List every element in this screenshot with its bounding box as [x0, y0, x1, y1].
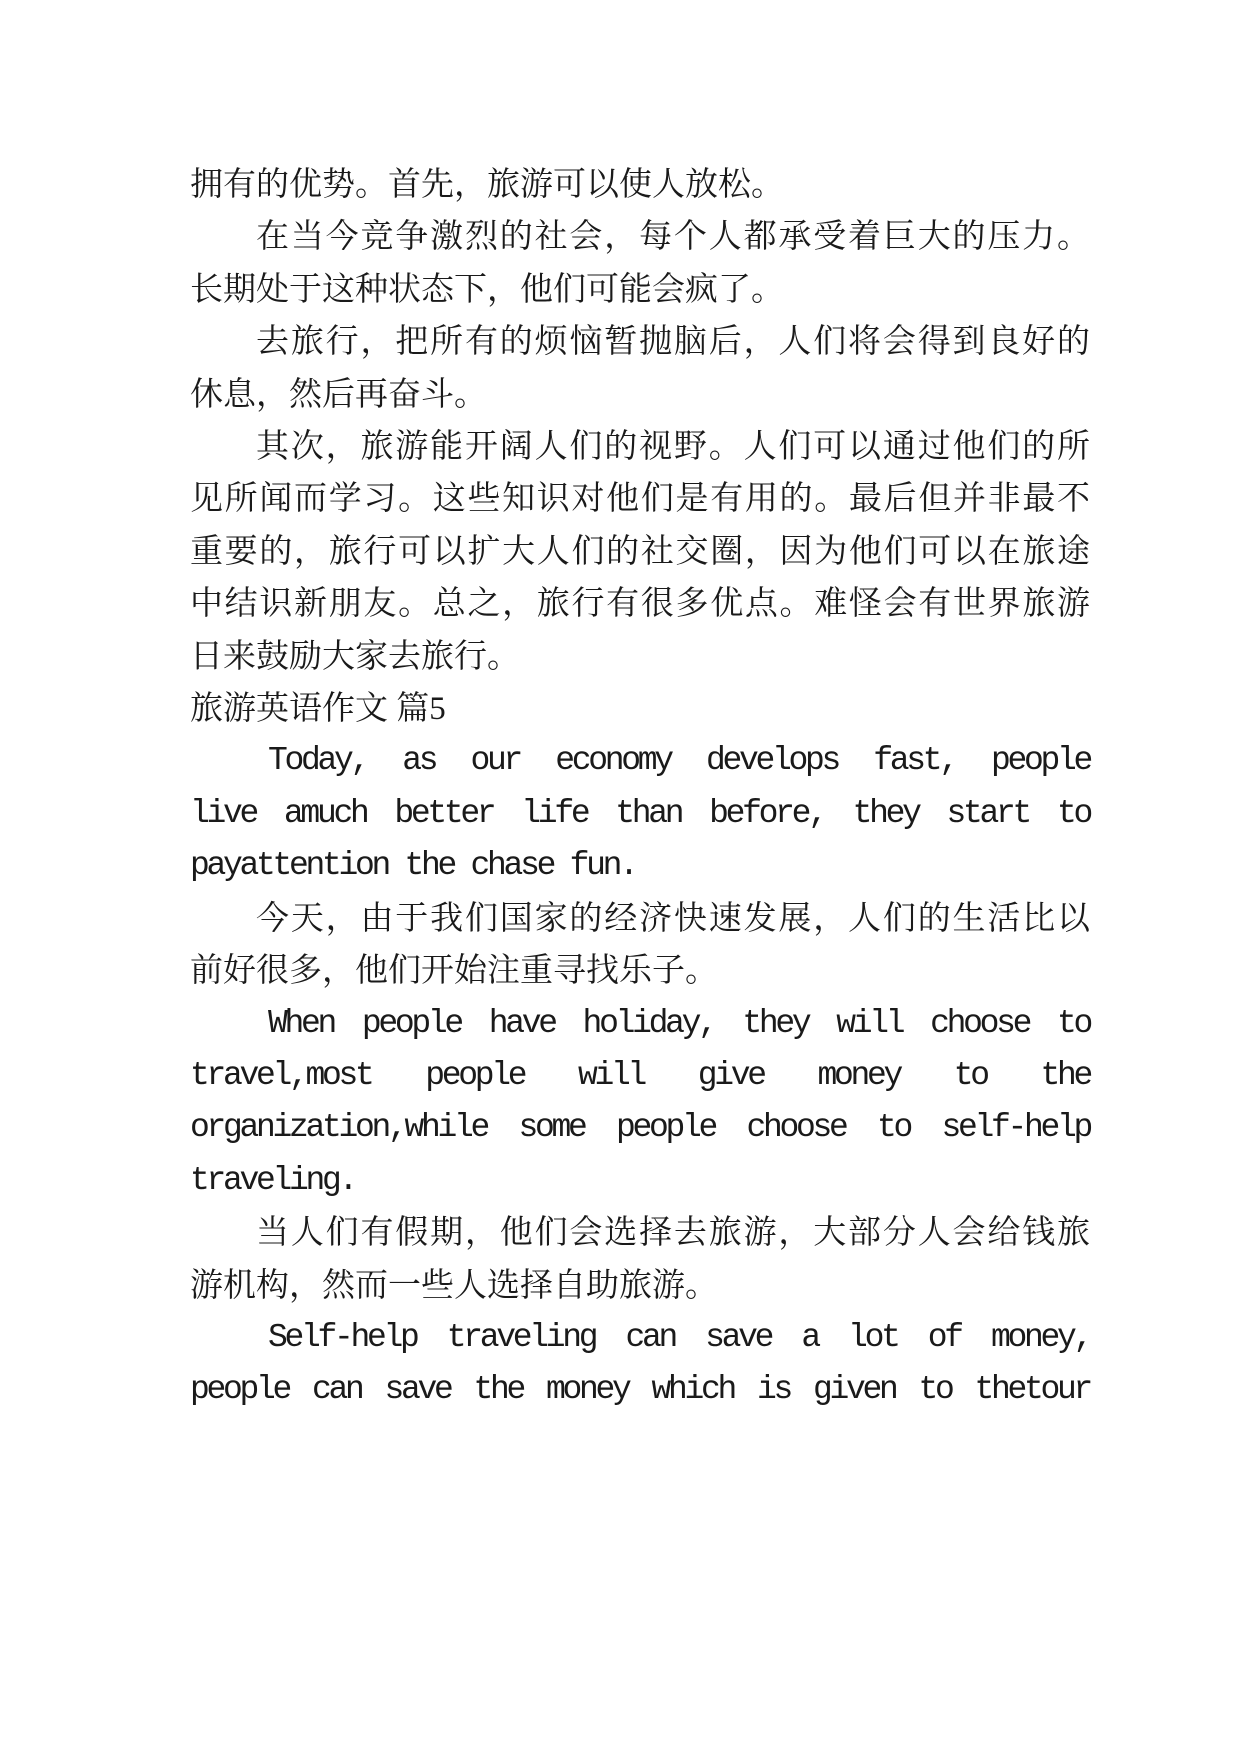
text-line: When people have holiday, they will choose to — [268, 1004, 1090, 1042]
paragraph — [190, 1207, 1090, 1312]
text-line: 去旅行，把所有的烦恼暂抛脑后，人们将会得到良好的 — [256, 324, 1090, 361]
paragraph — [190, 1312, 1090, 1417]
text-line: 长期处于这种状态下，他们可能会疯了。 — [190, 271, 784, 308]
text-column — [190, 159, 1090, 1417]
paragraph — [190, 735, 1090, 892]
paragraph — [190, 316, 1090, 421]
text-line: 中结识新朋友。总之，旅行有很多优点。难怪会有世界旅游 — [190, 586, 1090, 623]
text-line: 拥有的优势。首先，旅游可以使人放松。 — [190, 167, 784, 203]
text-line: 重要的，旅行可以扩大人们的社交圈，因为他们可以在旅途 — [190, 533, 1090, 570]
text-line: 前好很多，他们开始注重寻找乐子。 — [190, 953, 718, 990]
essay-title: 旅游英语作文 篇5 — [190, 691, 446, 728]
text-line: 今天，由于我们国家的经济快速发展，人们的生活比以 — [256, 900, 1090, 937]
text-line: live amuch better life than before, they start to — [190, 794, 1090, 832]
text-line: 当人们有假期，他们会选择去旅游，大部分人会给钱旅 — [256, 1215, 1090, 1252]
paragraph — [190, 159, 1090, 211]
text-line: 见所闻而学习。这些知识对他们是有用的。最后但并非最不 — [190, 481, 1090, 518]
text-line: 其次，旅游能开阔人们的视野。人们可以通过他们的所 — [256, 429, 1090, 466]
text-line: travel,most people will give money to the — [190, 1056, 1090, 1094]
text-line: payattention the chase fun. — [190, 847, 636, 885]
paragraph — [190, 893, 1090, 998]
text-line: 在当今竞争激烈的社会，每个人都承受着巨大的压力。 — [256, 219, 1090, 256]
text-line: Today, as our economy develops fast, people — [268, 742, 1090, 780]
text-line: organization,while some people choose to self-help — [190, 1109, 1090, 1147]
section-heading — [190, 683, 1090, 735]
text-line: 休息，然后再奋斗。 — [190, 376, 487, 413]
text-line: 日来鼓励大家去旅行。 — [190, 638, 520, 675]
text-line: Self-help traveling can save a lot of money, — [268, 1318, 1090, 1356]
text-line: people can save the money which is given to thetour — [190, 1371, 1090, 1409]
paragraph — [190, 211, 1090, 316]
paragraph — [190, 421, 1090, 683]
text-line: traveling. — [190, 1161, 356, 1199]
text-line: 游机构，然而一些人选择自助旅游。 — [190, 1267, 718, 1304]
paragraph — [190, 998, 1090, 1208]
